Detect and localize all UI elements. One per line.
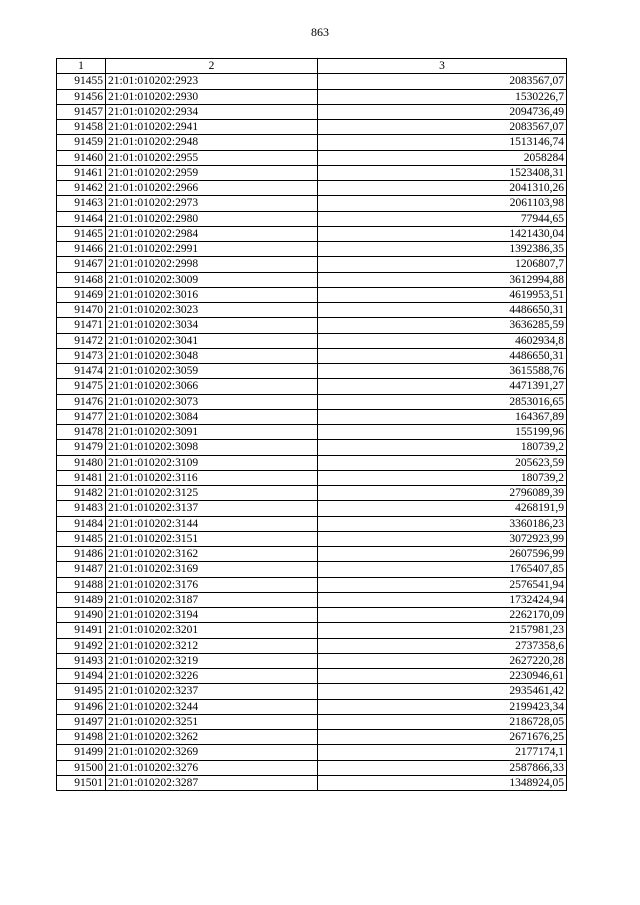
table-row <box>57 226 567 241</box>
row-number-cell: 91471 <box>57 318 106 333</box>
cadastral-number-cell: 21:01:010202:3219 <box>106 653 318 668</box>
cadastral-number-cell: 21:01:010202:3023 <box>106 303 318 318</box>
cadastral-value-cell: 164367,89 <box>318 409 567 424</box>
cadastral-number-cell: 21:01:010202:3237 <box>106 684 318 699</box>
cadastral-value-cell: 2607596,99 <box>318 547 567 562</box>
cadastral-value-cell: 1765407,85 <box>318 562 567 577</box>
cadastral-number-cell: 21:01:010202:3269 <box>106 745 318 760</box>
table-row <box>57 455 567 470</box>
cadastral-number-cell: 21:01:010202:3262 <box>106 730 318 745</box>
cadastral-value-cell: 155199,96 <box>318 425 567 440</box>
table-row <box>57 303 567 318</box>
row-number-cell: 91489 <box>57 592 106 607</box>
cadastral-number-cell: 21:01:010202:3048 <box>106 348 318 363</box>
cadastral-value-cell: 3360186,23 <box>318 516 567 531</box>
row-number-cell: 91490 <box>57 608 106 623</box>
row-number-cell: 91481 <box>57 470 106 485</box>
cadastral-number-cell: 21:01:010202:3009 <box>106 272 318 287</box>
cadastral-number-cell: 21:01:010202:2991 <box>106 242 318 257</box>
cadastral-number-cell: 21:01:010202:3144 <box>106 516 318 531</box>
table-row <box>57 104 567 119</box>
cadastral-value-cell: 180739,2 <box>318 440 567 455</box>
row-number-cell: 91467 <box>57 257 106 272</box>
cadastral-number-cell: 21:01:010202:3125 <box>106 486 318 501</box>
row-number-cell: 91478 <box>57 425 106 440</box>
row-number-cell: 91497 <box>57 714 106 729</box>
row-number-cell: 91455 <box>57 74 106 89</box>
row-number-cell: 91476 <box>57 394 106 409</box>
row-number-cell: 91468 <box>57 272 106 287</box>
table-row <box>57 562 567 577</box>
cadastral-number-cell: 21:01:010202:3276 <box>106 760 318 775</box>
row-number-cell: 91458 <box>57 120 106 135</box>
cadastral-number-cell: 21:01:010202:2998 <box>106 257 318 272</box>
row-number-cell: 91456 <box>57 89 106 104</box>
row-number-cell: 91487 <box>57 562 106 577</box>
table-row <box>57 608 567 623</box>
row-number-cell: 91465 <box>57 226 106 241</box>
row-number-cell: 91457 <box>57 104 106 119</box>
cadastral-number-cell: 21:01:010202:3034 <box>106 318 318 333</box>
cadastral-number-cell: 21:01:010202:3041 <box>106 333 318 348</box>
row-number-cell: 91461 <box>57 165 106 180</box>
cadastral-number-cell: 21:01:010202:3084 <box>106 409 318 424</box>
cadastral-value-cell: 3615588,76 <box>318 364 567 379</box>
table-row <box>57 242 567 257</box>
table-row <box>57 364 567 379</box>
cadastral-value-cell: 2058284 <box>318 150 567 165</box>
row-number-cell: 91482 <box>57 486 106 501</box>
table-row <box>57 730 567 745</box>
row-number-cell: 91498 <box>57 730 106 745</box>
table-row <box>57 333 567 348</box>
cadastral-number-cell: 21:01:010202:2948 <box>106 135 318 150</box>
cadastral-value-cell: 4602934,8 <box>318 333 567 348</box>
table-row <box>57 516 567 531</box>
row-number-cell: 91494 <box>57 669 106 684</box>
cadastral-number-cell: 21:01:010202:3201 <box>106 623 318 638</box>
cadastral-number-cell: 21:01:010202:2941 <box>106 120 318 135</box>
cadastral-number-cell: 21:01:010202:3151 <box>106 531 318 546</box>
cadastral-number-cell: 21:01:010202:2980 <box>106 211 318 226</box>
table-row <box>57 547 567 562</box>
row-number-cell: 91473 <box>57 348 106 363</box>
table-row <box>57 379 567 394</box>
table-row <box>57 577 567 592</box>
table-row <box>57 592 567 607</box>
cadastral-value-cell: 2186728,05 <box>318 714 567 729</box>
table-row <box>57 196 567 211</box>
cadastral-value-cell: 2199423,34 <box>318 699 567 714</box>
row-number-cell: 91460 <box>57 150 106 165</box>
cadastral-value-cell: 2083567,07 <box>318 74 567 89</box>
table-row <box>57 638 567 653</box>
row-number-cell: 91464 <box>57 211 106 226</box>
table-row <box>57 669 567 684</box>
cadastral-number-cell: 21:01:010202:3187 <box>106 592 318 607</box>
cadastral-number-cell: 21:01:010202:3226 <box>106 669 318 684</box>
cadastral-value-cell: 1206807,7 <box>318 257 567 272</box>
cadastral-number-cell: 21:01:010202:2930 <box>106 89 318 104</box>
row-number-cell: 91484 <box>57 516 106 531</box>
table-row <box>57 714 567 729</box>
cadastral-value-cell: 205623,59 <box>318 455 567 470</box>
cadastral-value-cell: 2230946,61 <box>318 669 567 684</box>
table-row <box>57 501 567 516</box>
cadastral-value-cell: 2094736,49 <box>318 104 567 119</box>
table-row <box>57 470 567 485</box>
cadastral-value-cell: 180739,2 <box>318 470 567 485</box>
cadastral-value-cell: 1513146,74 <box>318 135 567 150</box>
cadastral-value-cell: 4471391,27 <box>318 379 567 394</box>
cadastral-number-cell: 21:01:010202:3212 <box>106 638 318 653</box>
table-row <box>57 165 567 180</box>
cadastral-number-cell: 21:01:010202:3059 <box>106 364 318 379</box>
page-number: 863 <box>311 25 329 39</box>
table-row <box>57 440 567 455</box>
table-header-row <box>57 59 567 74</box>
cadastral-number-cell: 21:01:010202:3169 <box>106 562 318 577</box>
cadastral-value-cell: 3636285,59 <box>318 318 567 333</box>
cadastral-number-cell: 21:01:010202:3116 <box>106 470 318 485</box>
column-header-2: 2 <box>106 59 318 74</box>
row-number-cell: 91491 <box>57 623 106 638</box>
row-number-cell: 91479 <box>57 440 106 455</box>
row-number-cell: 91477 <box>57 409 106 424</box>
cadastral-value-cell: 1530226,7 <box>318 89 567 104</box>
cadastral-number-cell: 21:01:010202:3244 <box>106 699 318 714</box>
table-row <box>57 486 567 501</box>
table-row <box>57 74 567 89</box>
row-number-cell: 91492 <box>57 638 106 653</box>
row-number-cell: 91501 <box>57 775 106 790</box>
row-number-cell: 91486 <box>57 547 106 562</box>
table-row <box>57 684 567 699</box>
cadastral-value-cell: 1421430,04 <box>318 226 567 241</box>
table-row <box>57 760 567 775</box>
row-number-cell: 91474 <box>57 364 106 379</box>
cadastral-number-cell: 21:01:010202:3066 <box>106 379 318 394</box>
row-number-cell: 91483 <box>57 501 106 516</box>
row-number-cell: 91462 <box>57 181 106 196</box>
cadastral-value-cell: 4486650,31 <box>318 348 567 363</box>
table-row <box>57 745 567 760</box>
cadastral-value-cell: 2737358,6 <box>318 638 567 653</box>
cadastral-number-cell: 21:01:010202:3287 <box>106 775 318 790</box>
cadastral-number-cell: 21:01:010202:2959 <box>106 165 318 180</box>
cadastral-value-cell: 2061103,98 <box>318 196 567 211</box>
cadastral-value-cell: 1523408,31 <box>318 165 567 180</box>
cadastral-number-cell: 21:01:010202:2955 <box>106 150 318 165</box>
table-row <box>57 181 567 196</box>
cadastral-number-cell: 21:01:010202:3137 <box>106 501 318 516</box>
cadastral-value-cell: 2935461,42 <box>318 684 567 699</box>
cadastral-value-cell: 2576541,94 <box>318 577 567 592</box>
table-row <box>57 287 567 302</box>
cadastral-value-cell: 2177174,1 <box>318 745 567 760</box>
table-row <box>57 150 567 165</box>
row-number-cell: 91472 <box>57 333 106 348</box>
cadastral-number-cell: 21:01:010202:3091 <box>106 425 318 440</box>
table-row <box>57 425 567 440</box>
table-body <box>57 74 567 791</box>
row-number-cell: 91496 <box>57 699 106 714</box>
column-header-3: 3 <box>318 59 567 74</box>
table-row <box>57 409 567 424</box>
cadastral-number-cell: 21:01:010202:2923 <box>106 74 318 89</box>
row-number-cell: 91469 <box>57 287 106 302</box>
cadastral-value-cell: 2671676,25 <box>318 730 567 745</box>
table-row <box>57 775 567 790</box>
table-row <box>57 348 567 363</box>
row-number-cell: 91463 <box>57 196 106 211</box>
cadastral-value-cell: 2041310,26 <box>318 181 567 196</box>
cadastral-value-cell: 77944,65 <box>318 211 567 226</box>
cadastral-value-cell: 3072923,99 <box>318 531 567 546</box>
cadastral-value-cell: 2157981,23 <box>318 623 567 638</box>
cadastral-number-cell: 21:01:010202:2984 <box>106 226 318 241</box>
table-row <box>57 699 567 714</box>
table-row <box>57 120 567 135</box>
cadastral-number-cell: 21:01:010202:2934 <box>106 104 318 119</box>
row-number-cell: 91500 <box>57 760 106 775</box>
cadastral-number-cell: 21:01:010202:3162 <box>106 547 318 562</box>
cadastral-value-cell: 2853016,65 <box>318 394 567 409</box>
cadastral-value-cell: 2083567,07 <box>318 120 567 135</box>
cadastral-number-cell: 21:01:010202:2973 <box>106 196 318 211</box>
table-row <box>57 135 567 150</box>
cadastral-number-cell: 21:01:010202:2966 <box>106 181 318 196</box>
cadastral-value-cell: 2796089,39 <box>318 486 567 501</box>
table-row <box>57 89 567 104</box>
cadastral-value-cell: 4619953,51 <box>318 287 567 302</box>
table-row <box>57 394 567 409</box>
row-number-cell: 91485 <box>57 531 106 546</box>
row-number-cell: 91495 <box>57 684 106 699</box>
column-header-1: 1 <box>57 59 106 74</box>
cadastral-value-cell: 1348924,05 <box>318 775 567 790</box>
table-row <box>57 272 567 287</box>
cadastral-number-cell: 21:01:010202:3251 <box>106 714 318 729</box>
row-number-cell: 91493 <box>57 653 106 668</box>
row-number-cell: 91475 <box>57 379 106 394</box>
cadastral-number-cell: 21:01:010202:3176 <box>106 577 318 592</box>
cadastral-number-cell: 21:01:010202:3016 <box>106 287 318 302</box>
cadastral-value-cell: 4268191,9 <box>318 501 567 516</box>
table-row <box>57 623 567 638</box>
cadastral-value-cell: 1392386,35 <box>318 242 567 257</box>
row-number-cell: 91499 <box>57 745 106 760</box>
cadastral-number-cell: 21:01:010202:3073 <box>106 394 318 409</box>
row-number-cell: 91488 <box>57 577 106 592</box>
row-number-cell: 91480 <box>57 455 106 470</box>
cadastral-value-cell: 2627220,28 <box>318 653 567 668</box>
cadastral-number-cell: 21:01:010202:3109 <box>106 455 318 470</box>
cadastral-value-cell: 1732424,94 <box>318 592 567 607</box>
cadastral-value-cell: 2262170,09 <box>318 608 567 623</box>
row-number-cell: 91459 <box>57 135 106 150</box>
cadastral-number-cell: 21:01:010202:3098 <box>106 440 318 455</box>
table-row <box>57 531 567 546</box>
cadastral-value-cell: 4486650,31 <box>318 303 567 318</box>
table-row <box>57 318 567 333</box>
cadastral-value-cell: 3612994,88 <box>318 272 567 287</box>
row-number-cell: 91466 <box>57 242 106 257</box>
cadastral-number-cell: 21:01:010202:3194 <box>106 608 318 623</box>
row-number-cell: 91470 <box>57 303 106 318</box>
cadastral-value-table <box>56 58 567 791</box>
table-row <box>57 211 567 226</box>
table-row <box>57 257 567 272</box>
cadastral-value-cell: 2587866,33 <box>318 760 567 775</box>
table-row <box>57 653 567 668</box>
